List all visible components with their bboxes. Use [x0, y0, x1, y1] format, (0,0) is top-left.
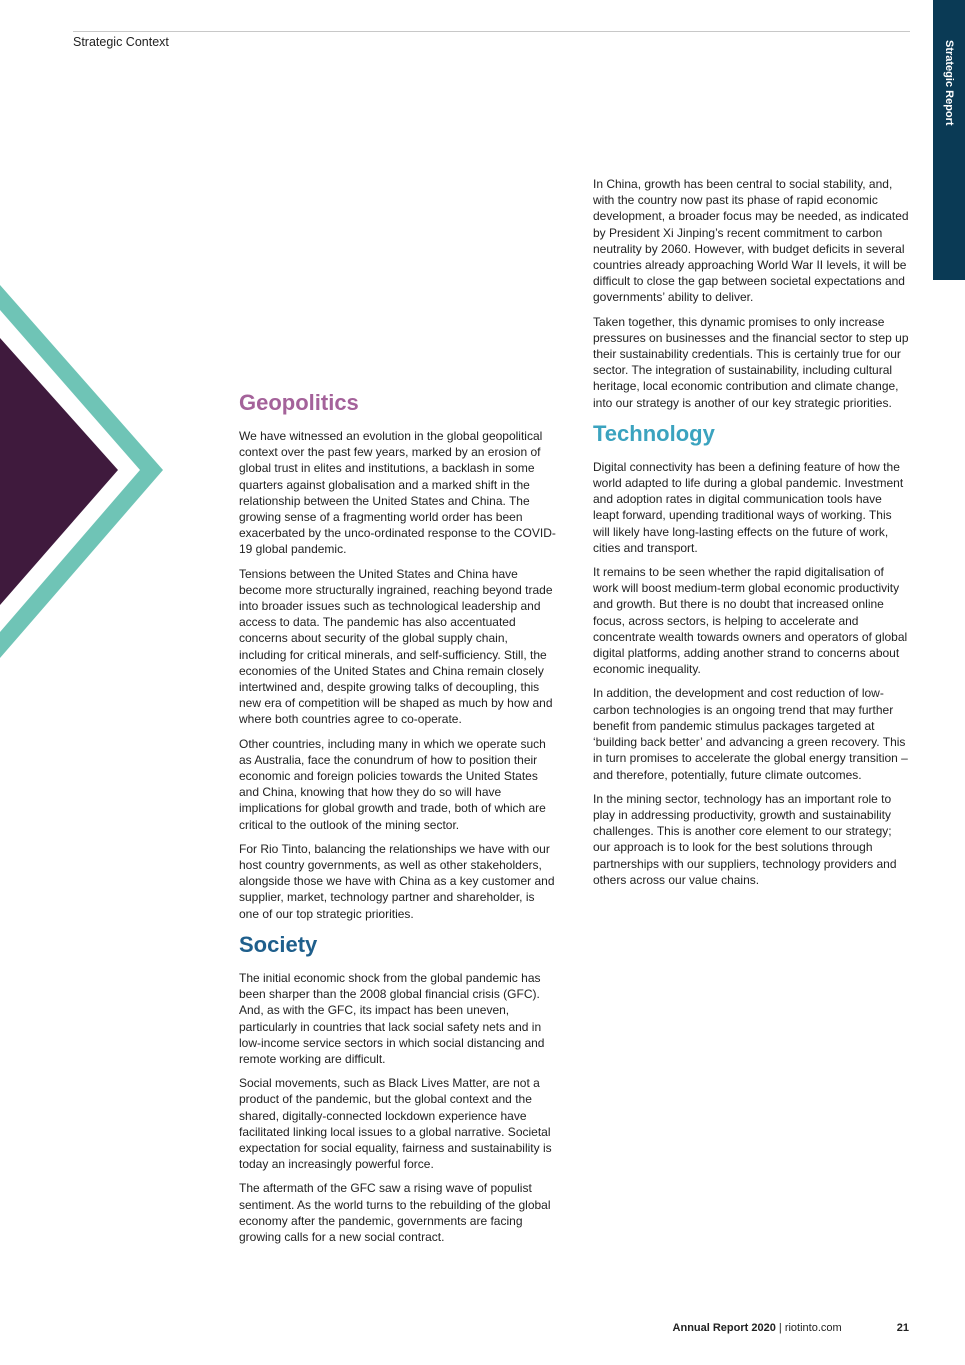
geopolitics-paragraph: We have witnessed an evolution in the global geopolitical context over the past few years, marked by an erosion of global trust in elites and institutions, a backlash in some quarters against globalisation and a marked shift in the relationship between the United States and China. The growing sense of a fragmenting world order has been exacerbated by the unco-ordinated response to the COVID-19 global pandemic. — [239, 429, 556, 557]
chevron-graphic — [0, 280, 170, 670]
right-column — [593, 176, 911, 896]
left-column — [239, 388, 557, 1253]
geopolitics-paragraph: For Rio Tinto, balancing the relationships we have with our host country governments, as well as other stakeholders, alongside those we have with China as a key customer and supplier, market, technology partner and shareholder, is one of our top strategic priorities. — [239, 841, 555, 921]
society-continued-paragraph: In China, growth has been central to social stability, and, with the country now past its phase of rapid economic development, a broader focus may be needed, as indicated by President Xi Jinping’s recent commitment to carbon neutrality by 2060. However, with budget deficits in several countries already approaching World War II levels, it will be difficult to close the gap between societal expectations and governments’ ability to deliver. — [593, 177, 909, 305]
section-label: Strategic Context — [73, 35, 169, 49]
technology-paragraph: In the mining sector, technology has an important role to play in addressing productivity, growth and sustainability challenges. This is another core element to our strategy; our approach is to look for the best solutions through partnerships with our suppliers, technology providers and others across our value chains. — [593, 791, 897, 887]
society-heading: Society — [239, 931, 318, 957]
technology-paragraph: Digital connectivity has been a defining feature of how the world adapted to life during a global pandemic. Investment and adoption rates in digital communication tools have leapt forward, upending traditional ways of working. This will likely have long-lasting effects on the future of work, cities and transport. — [593, 459, 904, 555]
geopolitics-paragraph: Other countries, including many in which we operate such as Australia, face the conundrum of how to position their economic and foreign policies towards the United States and China, knowing that how they do so will have implications for global growth and trade, both of which are critical to the outlook of the mining sector. — [239, 736, 546, 832]
society-paragraph: Social movements, such as Black Lives Matter, are not a product of the pandemic, but the global context and the shared, digitally-connected lockdown experience have facilitated linking local issues to a global narrative. Societal expectation for social equality, fairness and sustainability is today an increasingly powerful force. — [239, 1076, 552, 1172]
society-continued-paragraph: Taken together, this dynamic promises to only increase pressures on businesses and the financial sector to step up their sustainability credentials. This is certainly true for our sector. The integration of sustainability, including cultural heritage, local economic contribution and climate change, into our strategy is another of our key strategic priorities. — [593, 314, 909, 410]
technology-paragraph: It remains to be seen whether the rapid digitalisation of work will boost medium-term global economic productivity and growth. But there is no doubt that increased online focus, across sectors, is helping to accelerate and concentrate wealth towards owners and operators of global digital platforms, adding another strand to concerns about economic inequality. — [593, 565, 908, 677]
page-number: 21 — [896, 1322, 909, 1334]
page-footer — [673, 1322, 909, 1334]
header-rule — [73, 31, 910, 32]
footer-separator: | — [778, 1322, 782, 1334]
geopolitics-heading: Geopolitics — [239, 390, 359, 415]
society-paragraph: The aftermath of the GFC saw a rising wave of populist sentiment. As the world turns to the rebuilding of the global economy after the pandemic, governments are facing growing calls for a new social contract. — [239, 1181, 551, 1244]
footer-site[interactable]: riotinto.com — [784, 1322, 842, 1334]
side-tab-label: Strategic Report — [943, 40, 955, 126]
society-paragraph: The initial economic shock from the global pandemic has been sharper than the 2008 global financial crisis (GFC). And, as with the GFC, its impact has been uneven, particularly in countries that lack social safety nets and in low-income service sectors in which social distancing and remote working are difficult. — [239, 970, 545, 1066]
geopolitics-paragraph: Tensions between the United States and China have become more structurally ingrained, reaching beyond trade into broader issues such as technological leadership and access to data. The pandemic has also accentuated concerns about security of the global supply chain, including for critical minerals, and self-sufficiency. Still, the economies of the United States and China remain closely intertwined and, despite growing talks of decoupling, this new era of competition will be shaped as much by how and where both countries agree to co-operate. — [239, 566, 553, 727]
technology-heading: Technology — [593, 420, 715, 446]
technology-paragraph: In addition, the development and cost reduction of low-carbon technologies is an ongoing trend that may further benefit from pandemic stimulus packages targeted at ‘building back better’ and advancing a green recovery. This in turn promises to accelerate the global energy transition – and therefore, potentially, future climate outcomes. — [593, 686, 908, 782]
footer-report-title: Annual Report 2020 — [672, 1322, 776, 1334]
